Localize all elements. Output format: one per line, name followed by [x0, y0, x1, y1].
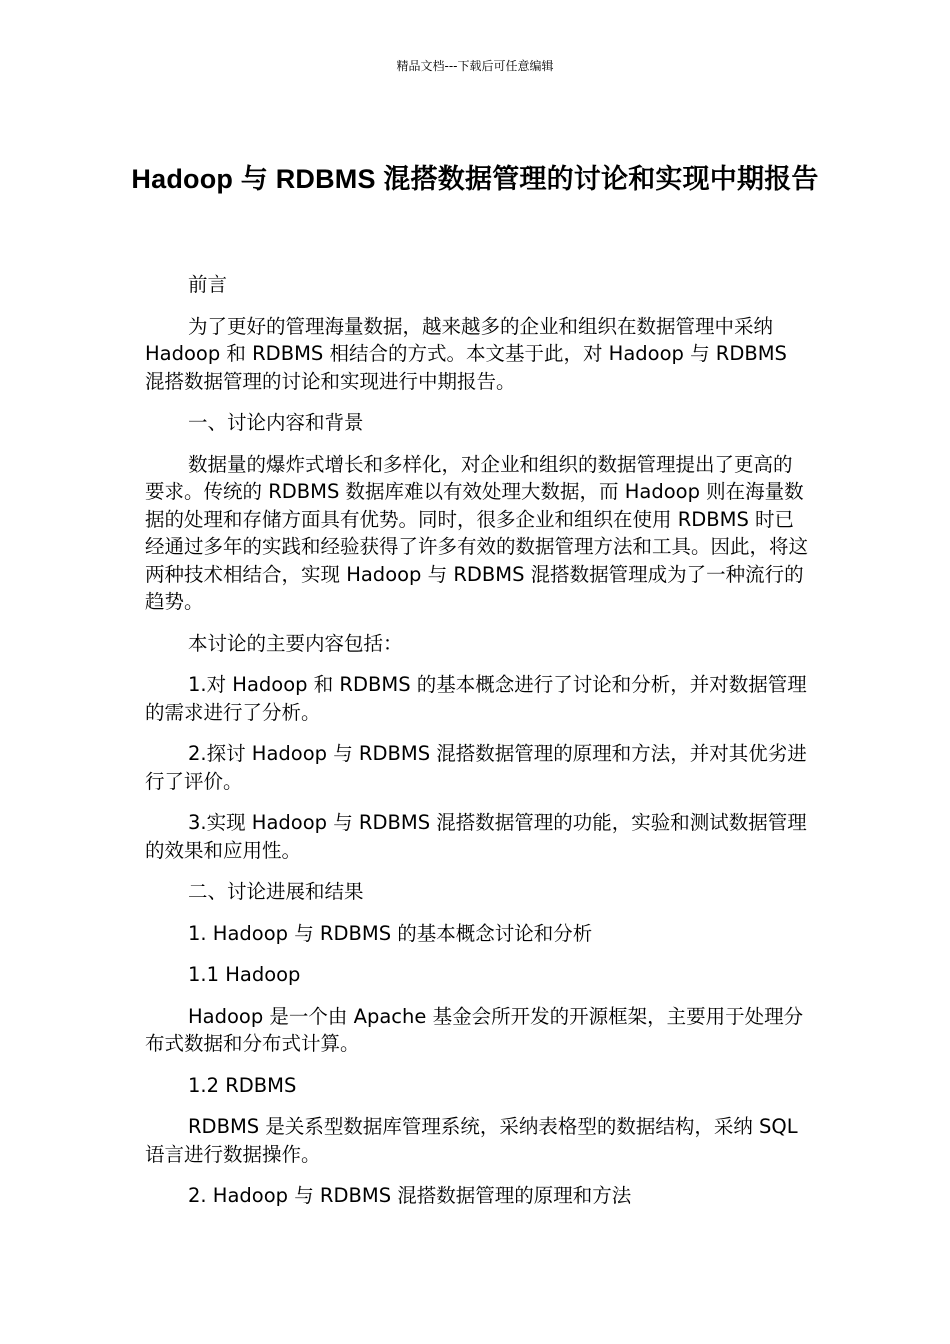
paragraph-main-content: 本讨论的主要内容包括： [188, 631, 403, 655]
list-item-1: 1.对 Hadoop 和 RDBMS 的基本概念进行了讨论和分析，并对数据管理的需求进行了分析。 [145, 673, 807, 724]
paragraph-hadoop: Hadoop 是一个由 Apache 基金会所开发的开源框架，主要用于处理分布式数据和分布式计算。 [145, 1004, 804, 1055]
section-heading-progress: 二、讨论进展和结果 [188, 880, 364, 903]
section-heading-background: 一、讨论内容和背景 [188, 411, 364, 434]
subheading-1-1: 1.1 Hadoop [188, 963, 301, 986]
paragraph-intro: 为了更好的管理海量数据，越来越多的企业和组织在数据管理中采纳 Hadoop 和 RDBMS 相结合的方式。本文基于此，对 Hadoop 与 RDBMS 混搭数据管理的讨论和实现进行中期报告。 [145, 314, 787, 393]
page-header: 精品文档---下载后可任意编辑 [396, 59, 554, 73]
subheading-1-2: 1.2 RDBMS [188, 1073, 297, 1097]
subheading-1: 1. Hadoop 与 RDBMS 的基本概念讨论和分析 [188, 921, 593, 945]
paragraph-rdbms: RDBMS 是关系型数据库管理系统，采纳表格型的数据结构，采纳 SQL 语言进行数据操作。 [145, 1115, 798, 1166]
document-title: Hadoop 与 RDBMS 混搭数据管理的讨论和实现中期报告 [131, 164, 819, 195]
paragraph-background: 数据量的爆炸式增长和多样化，对企业和组织的数据管理提出了更高的要求。传统的 RDBMS 数据库难以有效处理大数据，而 Hadoop 则在海量数据的处理和存储方面具有优势。同时，很多企业和组织在使用 RDBMS 时已经通过多年的实践和经验获得了许多有效的数据管理方法和工具。因此，将这两种技术相结合，实现 Hadoop 与 RDBMS 混搭数据管理成为了一种流行的趋势。 [145, 452, 809, 613]
list-item-3: 3.实现 Hadoop 与 RDBMS 混搭数据管理的功能，实验和测试数据管理的效果和应用性。 [145, 811, 807, 862]
subheading-2: 2. Hadoop 与 RDBMS 混搭数据管理的原理和方法 [188, 1184, 632, 1207]
section-heading-preface: 前言 [188, 273, 228, 296]
document-body [145, 271, 810, 1224]
list-item-2: 2.探讨 Hadoop 与 RDBMS 混搭数据管理的原理和方法，并对其优劣进行了评价。 [145, 742, 807, 793]
